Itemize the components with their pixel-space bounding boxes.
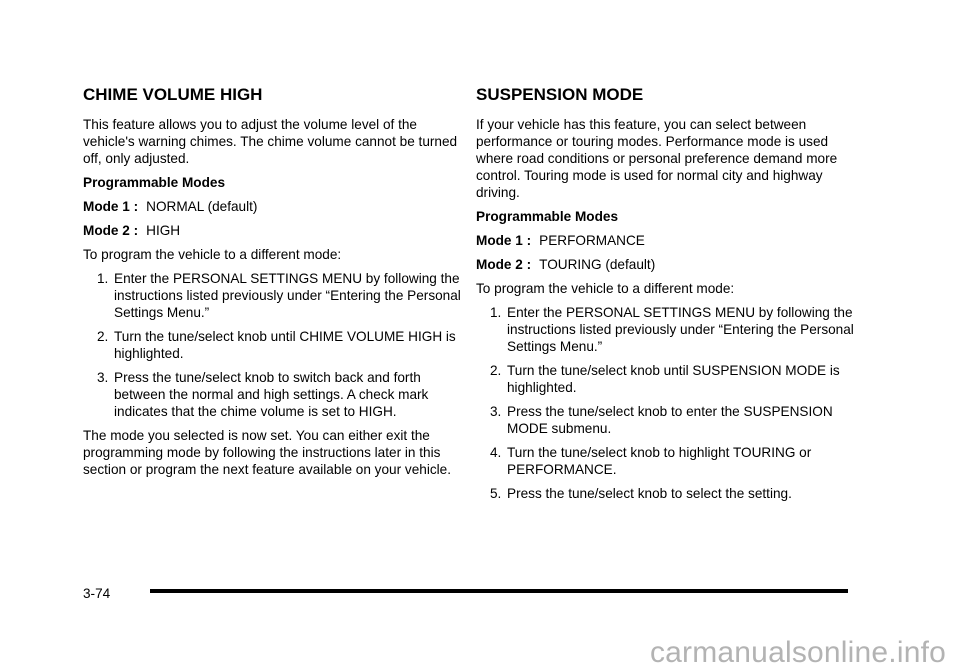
mode-label: Mode 1 : — [476, 233, 532, 248]
step-text: Enter the PERSONAL SETTINGS MENU by following the instructions listed previously under “Entering the Personal Settings Menu.” — [114, 271, 461, 320]
step-text: Press the tune/select knob to enter the SUSPENSION MODE submenu. — [507, 404, 833, 436]
modes-heading: Programmable Modes — [83, 175, 226, 190]
steps-list — [476, 304, 856, 502]
closing-paragraph: The mode you selected is now set. You can either exit the programming mode by following the instructions later in this section or program the next feature available on your vehicle. — [83, 428, 451, 477]
intro-paragraph: This feature allows you to adjust the volume level of the vehicle's warning chimes. The chime volume cannot be turned off, only adjusted. — [83, 117, 458, 166]
step-item — [476, 362, 856, 396]
step-text: Press the tune/select knob to select the setting. — [507, 486, 792, 501]
mode-row — [476, 256, 856, 273]
left-column — [83, 84, 463, 485]
step-number: 1. — [97, 271, 109, 286]
intro-paragraph: If your vehicle has this feature, you can select between performance or touring modes. Performance mode is used where road conditions or personal preference demand more control. Touring mode is used for normal city and highway driving. — [476, 117, 838, 200]
program-intro: To program the vehicle to a different mode: — [83, 247, 342, 262]
step-number: 5. — [490, 486, 502, 501]
mode-label: Mode 2 : — [476, 257, 532, 272]
mode-value: NORMAL (default) — [146, 199, 258, 214]
mode-label: Mode 1 : — [83, 199, 139, 214]
mode-label: Mode 2 : — [83, 223, 139, 238]
step-text: Press the tune/select knob to switch back and forth between the normal and high settings. A check mark indicates that the chime volume is set to HIGH. — [114, 370, 429, 419]
step-item — [83, 369, 463, 420]
section-title-suspension-mode: SUSPENSION MODE — [476, 85, 644, 104]
steps-list — [83, 270, 463, 420]
step-number: 4. — [490, 445, 502, 460]
mode-row — [83, 198, 463, 215]
section-title-chime-volume: CHIME VOLUME HIGH — [83, 85, 263, 104]
step-text: Turn the tune/select knob to highlight TOURING or PERFORMANCE. — [507, 445, 812, 477]
step-number: 1. — [490, 305, 502, 320]
modes-heading: Programmable Modes — [476, 209, 619, 224]
step-item — [476, 304, 856, 355]
footer-rule — [150, 589, 848, 593]
mode-value: HIGH — [146, 223, 181, 238]
step-text: Turn the tune/select knob until SUSPENSION MODE is highlighted. — [507, 363, 840, 395]
step-text: Turn the tune/select knob until CHIME VOLUME HIGH is highlighted. — [114, 329, 456, 361]
step-item — [83, 328, 463, 362]
page-number: 3-74 — [83, 586, 111, 601]
step-item — [83, 270, 463, 321]
right-column — [476, 84, 856, 509]
mode-value: PERFORMANCE — [539, 233, 645, 248]
mode-value: TOURING (default) — [539, 257, 656, 272]
step-number: 3. — [490, 404, 502, 419]
step-number: 2. — [490, 363, 502, 378]
step-item — [476, 403, 856, 437]
step-item — [476, 444, 856, 478]
program-intro: To program the vehicle to a different mode: — [476, 281, 735, 296]
mode-row — [476, 232, 856, 249]
step-number: 3. — [97, 370, 109, 385]
watermark: carmanualsonline.info — [649, 636, 946, 669]
mode-row — [83, 222, 463, 239]
step-text: Enter the PERSONAL SETTINGS MENU by following the instructions listed previously under “Entering the Personal Settings Menu.” — [507, 305, 854, 354]
step-number: 2. — [97, 329, 109, 344]
step-item — [476, 485, 856, 502]
